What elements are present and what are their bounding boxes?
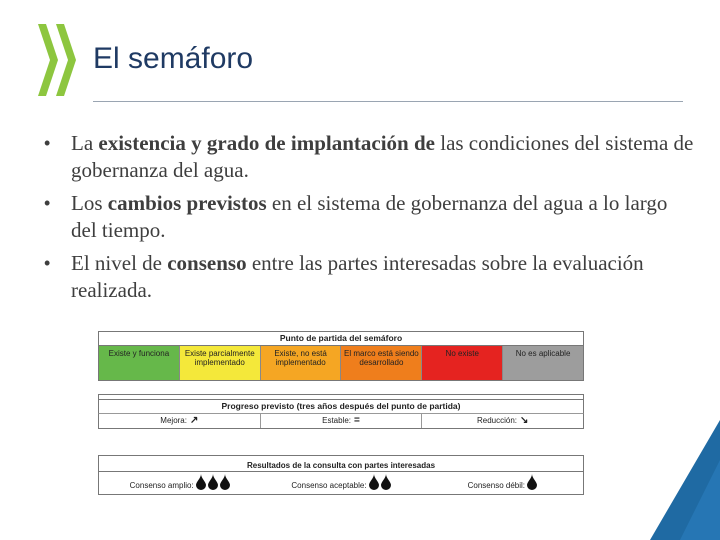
consensus-label: Consenso amplio: <box>129 481 194 490</box>
title-divider <box>93 101 683 102</box>
starting-point-header: Punto de partida del semáforo <box>98 331 584 345</box>
bullet-item: • Los cambios previstos en el sistema de gobernanza del agua a lo largo del tiempo. <box>44 190 694 244</box>
water-drop-icon <box>369 474 379 490</box>
consensus-label: Consenso aceptable: <box>291 481 367 490</box>
starting-point-cells <box>98 345 584 381</box>
water-drop-icon <box>208 474 218 490</box>
water-drop-icon <box>527 474 537 490</box>
expected-progress-header: Progreso previsto (tres años después del punto de partida) <box>98 399 584 414</box>
consensus-cell <box>99 474 260 494</box>
water-drop-icon <box>220 474 230 490</box>
consensus-row <box>98 471 584 495</box>
expected-progress-table <box>98 394 584 429</box>
water-drop-icon <box>196 474 206 490</box>
progress-label: Estable: <box>322 416 352 425</box>
bullet-item: • El nivel de consenso entre las partes interesadas sobre la evaluación realizada. <box>44 250 694 304</box>
progress-cell <box>99 414 261 428</box>
page-title: El semáforo <box>93 42 254 75</box>
progress-symbol-icon: ↘ <box>520 415 529 426</box>
status-cell: Existe y funciona <box>99 346 180 380</box>
consensus-cell <box>260 474 421 494</box>
consultation-results-table <box>98 455 584 495</box>
bullet-list <box>44 130 694 310</box>
progress-symbol-icon: = <box>354 415 360 426</box>
consensus-label: Consenso débil: <box>467 481 525 490</box>
oecd-logo-icon <box>36 22 80 100</box>
progress-cell <box>422 414 583 428</box>
expected-progress-row <box>98 414 584 429</box>
starting-point-table <box>98 331 584 381</box>
status-cell: Existe parcialmente implementado <box>180 346 261 380</box>
status-cell: No existe <box>422 346 503 380</box>
progress-label: Reducción: <box>476 416 517 425</box>
water-drop-icon <box>381 474 391 490</box>
bullet-item: • La existencia y grado de implantación de las condiciones del sistema de gobernanza del agua. <box>44 130 694 184</box>
status-cell: Existe, no está implementado <box>261 346 342 380</box>
status-cell: El marco está siendo desarrollado <box>341 346 422 380</box>
progress-symbol-icon: ↗ <box>189 415 199 426</box>
progress-label: Mejora: <box>160 416 187 425</box>
consultation-results-header: Resultados de la consulta con partes interesadas <box>98 460 584 471</box>
corner-decoration <box>640 420 720 540</box>
status-cell: No es aplicable <box>503 346 583 380</box>
progress-cell <box>261 414 423 428</box>
consensus-cell <box>422 474 583 494</box>
